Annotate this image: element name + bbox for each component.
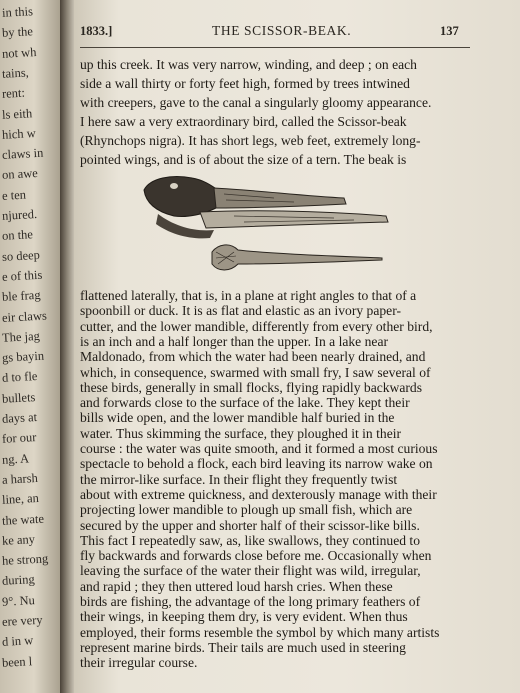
left-page-fragment: rent: [1,85,26,102]
left-page-fragment: ere very [1,612,43,629]
scissor-beak-head-engraving-icon [134,168,414,280]
text-line: Maldonado, from which the water had been nearly drained, and [80,349,426,365]
left-page-fragment: bullets [1,389,36,406]
text-line: cutter, and the lower mandible, differently from every other bird, [80,318,433,334]
left-page-fragment: 9°. Nu [1,592,36,609]
left-page-fragment: for our [1,430,37,447]
left-page-fragment: e ten [1,187,27,203]
running-header [80,24,460,44]
bill-cross-section [212,245,382,270]
left-page-fragment: gs bayin [1,348,45,365]
left-page-fragment: the wate [1,511,45,528]
left-page-fragment: eir claws [1,307,48,325]
text-line: employed, their forms resemble the symbol by which many artists [80,624,440,640]
header-rule [80,47,470,48]
text-line: their wings, in keeping them dry, is very evident. When thus [80,609,408,625]
text-line: side a wall thirty or forty feet high, formed by trees intwined [80,76,410,91]
right-page [74,0,520,693]
text-line: spectacle to behold a flock, each bird leaving its narrow wake on [80,456,433,472]
text-line: water. Thus skimming the surface, they ploughed it in their [80,425,402,441]
lower-mandible [200,211,388,228]
text-line: flattened laterally, that is, in a plane at right angles to that of a [80,288,417,303]
facing-left-page [0,0,62,693]
text-line: I here saw a very extraordinary bird, called the Scissor-beak [80,114,407,129]
text-line: up this creek. It was very narrow, winding, and deep ; on each [80,57,417,72]
left-page-fragment: during [1,572,35,589]
left-page-fragment: line, an [1,491,40,508]
left-page-fragment: on awe [1,166,39,183]
left-page-fragment: e of this [1,267,43,284]
left-page-fragment: ls eith [1,105,33,122]
text-line: fly backwards and forwards close before me. Occasionally when [80,548,432,564]
text-line: leaving the surface of the water their flight was wild, irregular, [80,563,421,579]
left-page-fragment: njured. [1,207,38,223]
text-line: their irregular course. [80,655,198,671]
left-page-fragment: ble frag [1,288,41,305]
text-line: course : the water was quite smooth, and it formed a most curious [80,441,438,456]
text-line: This fact I repeatedly saw, as, like swallows, they continued to [80,532,420,548]
left-page-fragment: on the [1,227,34,244]
left-page-fragment: d in w [1,633,34,650]
left-page-fragment: not wh [1,44,37,61]
text-line: pointed wings, and is of about the size of a tern. The beak is [80,152,407,167]
left-page-fragment: a harsh [1,470,39,487]
text-line: (Rhynchops nigra). It has short legs, web feet, extremely long- [80,133,421,148]
bird-head [144,177,218,217]
text-line: projecting lower mandible to plough up small fish, which are [80,502,413,518]
text-line: birds are fishing, the advantage of the long primary feathers of [80,594,421,609]
text-line: the mirror-like surface. In their flight they frequently twist [80,471,398,487]
text-line: and rapid ; they then uttered loud harsh cries. When these [80,578,393,594]
header-year: 1833.] [80,24,113,38]
text-line: bills wide open, and the lower mandible half buried in the [80,410,395,426]
text-line: about with extreme quickness, and dexterously manage with their [80,486,437,502]
left-page-fragment: by the [1,24,34,41]
left-page-fragment: ke any [1,531,36,548]
scissor-beak-figure [134,168,414,280]
upper-mandible [214,188,346,208]
text-line: these birds, generally in small flocks, flying rapidly backwards [80,379,423,395]
header-title: THE SCISSOR-BEAK. [212,23,352,38]
left-page-fragment: hich w [1,125,37,142]
left-page-fragment: so deep [1,247,41,264]
left-page-fragment: he strong [1,551,49,568]
text-line: is an inch and a half longer than the upper. In a lake near [80,333,389,349]
text-line: spoonbill or duck. It is as flat and elastic as an ivory paper- [80,303,401,319]
left-page-fragment: The jag [1,328,41,345]
text-line: secured by the upper and shorter half of their scissor-like bills. [80,517,420,533]
text-line: and forwards close to the surface of the lake. They kept their [80,395,410,411]
left-page-fragment: in this [1,4,34,20]
left-page-fragment: d to fle [1,369,38,386]
text-line: represent marine birds. Their tails are much used in steering [80,639,406,655]
left-page-fragment: claws in [1,145,44,162]
page-number: 137 [440,24,459,38]
left-page-fragment: tains, [1,65,30,81]
bird-eye [170,183,178,189]
text-line: with creepers, gave to the canal a singularly gloomy appearance. [80,95,432,110]
left-page-fragment: been l [1,653,33,670]
text-line: which, in consequence, swarmed with small fry, I saw several of [80,364,431,380]
left-page-fragment: ng. A [1,451,30,467]
left-page-fragment: days at [1,410,38,426]
